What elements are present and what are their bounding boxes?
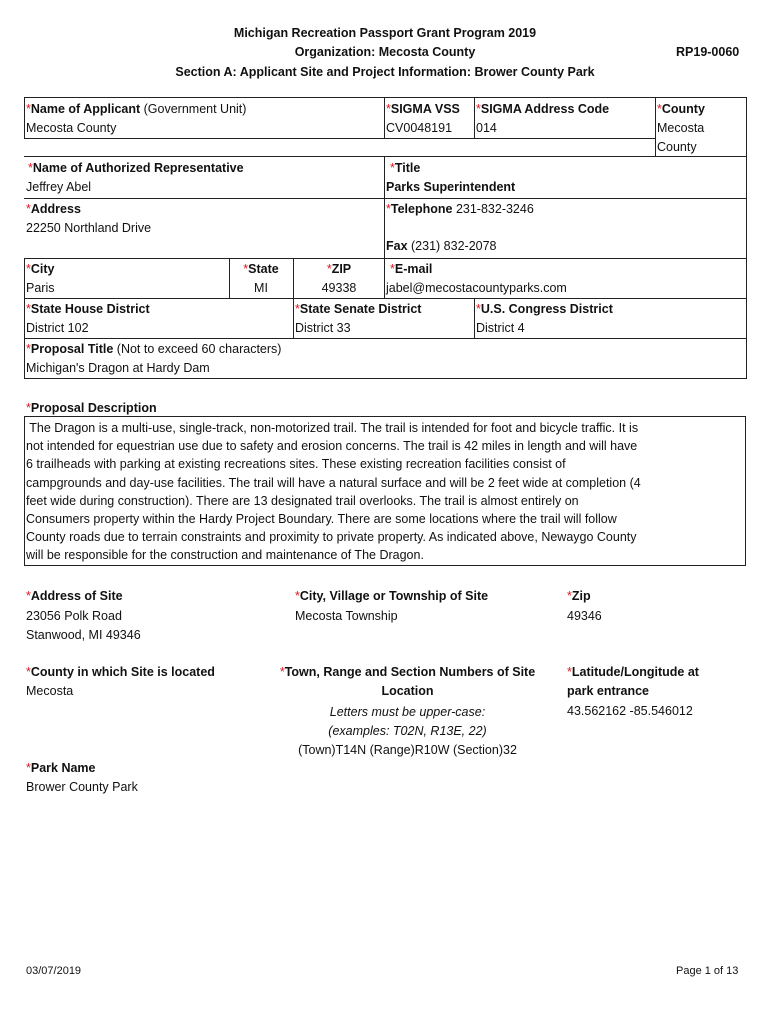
divider (474, 298, 475, 338)
sigma-address-code-label: *SIGMA Address Code (476, 102, 610, 116)
applicant-name-label: *Name of Applicant (Government Unit) (26, 102, 247, 116)
sigma-vss-label: *SIGMA VSS (386, 102, 460, 116)
sigma-address-code-value: 014 (476, 121, 497, 135)
footer-page-number: Page 1 of 13 (676, 965, 739, 977)
site-zip-label: *Zip (567, 589, 591, 603)
divider (24, 338, 747, 339)
latlon-label: *Latitude/Longitude at (567, 665, 699, 679)
divider (24, 97, 25, 138)
proposal-description-text (26, 419, 702, 565)
title-label: *Title (390, 161, 421, 175)
footer-date: 03/07/2019 (26, 965, 82, 977)
county-label: *County (657, 102, 705, 116)
divider (24, 378, 747, 379)
divider (384, 97, 385, 138)
congress-value: District 4 (476, 321, 525, 335)
divider (746, 156, 747, 379)
header-organization: Organization: Mecosta County (294, 45, 476, 59)
divider (24, 97, 747, 98)
park-name-label: *Park Name (26, 761, 96, 775)
header-section: Section A: Applicant Site and Project Information: Brower County Park (175, 65, 595, 79)
representative-name-label: *Name of Authorized Representative (28, 161, 244, 175)
state-senate-label: *State Senate District (295, 302, 422, 316)
trs-note-line2: (examples: T02N, R13E, 22) (328, 724, 487, 738)
divider (655, 97, 656, 157)
divider (24, 258, 747, 259)
proposal-title-label: *Proposal Title (Not to exceed 60 characters) (26, 342, 282, 356)
state-label: *State (243, 262, 279, 276)
email-value: jabel@mecostacountyparks.com (386, 281, 567, 295)
proposal-title-value: Michigan's Dragon at Hardy Dam (26, 361, 210, 375)
fax-field: Fax (231) 832-2078 (386, 239, 497, 253)
description-line: campgrounds and day-use facilities. The trail will have a natural surface and will be 2 feet wide at completion (4 (26, 475, 641, 490)
site-city-value: Mecosta Township (295, 609, 398, 623)
description-line: will be responsible for the construction and maintenance of The Dragon. (26, 548, 424, 563)
address-value: 22250 Northland Drive (26, 221, 152, 235)
divider (474, 97, 475, 138)
congress-label: *U.S. Congress District (476, 302, 613, 316)
trs-label: *Town, Range and Section Numbers of Site (279, 665, 536, 679)
telephone-field: *Telephone 231-832-3246 (386, 202, 534, 216)
divider (24, 156, 747, 157)
site-zip-value: 49346 (567, 609, 602, 623)
state-senate-value: District 33 (295, 321, 351, 335)
city-label: *City (26, 262, 55, 276)
zip-value: 49338 (321, 281, 357, 295)
divider (746, 97, 747, 157)
county-value: Mecosta (657, 121, 705, 135)
proposal-description-label: *Proposal Description (26, 401, 157, 415)
title-value: Parks Superintendent (386, 180, 516, 194)
park-name-value: Brower County Park (26, 780, 138, 794)
description-line: Consumers property within the Hardy Project Boundary. There are some locations where the trail will follow (26, 512, 617, 527)
site-address-line2: Stanwood, MI 49346 (26, 628, 141, 642)
trs-value: (Town)T14N (Range)R10W (Section)32 (298, 743, 517, 757)
site-county-label: *County in which Site is located (26, 665, 215, 679)
city-value: Paris (26, 281, 55, 295)
trs-label-line2: Location (381, 684, 434, 698)
divider (24, 138, 655, 139)
trs-note-line1: Letters must be upper-case: (329, 705, 486, 719)
address-label: *Address (26, 202, 81, 216)
latlon-value: 43.562162 -85.546012 (567, 704, 693, 718)
latlon-label-line2: park entrance (567, 684, 649, 698)
description-line: County roads due to terrain constraints and proximity to private property. As indicated above, Newaygo County (26, 530, 637, 545)
site-address-line1: 23056 Polk Road (26, 609, 122, 623)
applicant-name-value: Mecosta County (26, 121, 117, 135)
reference-number: RP19-0060 (676, 45, 740, 59)
description-line: 6 trailheads with parking at existing recreations sites. These existing recreation facilities consist of (26, 457, 566, 472)
site-city-label: *City, Village or Township of Site (295, 589, 489, 603)
description-line: The Dragon is a multi-use, single-track, non-motorized trail. The trail is intended for foot and bicycle traffic. It is (26, 421, 639, 435)
zip-label: *ZIP (326, 262, 352, 276)
state-value: MI (254, 281, 268, 295)
sigma-vss-value: CV0048191 (386, 121, 453, 135)
description-line: feet wide during construction). There are 13 designated trail overlooks. The trail is almost entirely on (26, 493, 579, 508)
site-county-value: Mecosta (26, 684, 74, 698)
site-address-label: *Address of Site (26, 589, 123, 603)
header-title: Michigan Recreation Passport Grant Program 2019 (233, 26, 537, 40)
state-house-value: District 102 (26, 321, 89, 335)
state-house-label: *State House District (26, 302, 150, 316)
divider (24, 298, 747, 299)
representative-name-value: Jeffrey Abel (26, 180, 92, 194)
description-line: not intended for equestrian use due to safety and erosion concerns. The trail is 42 miles in length and will have (26, 439, 638, 454)
divider (24, 258, 25, 379)
county-value-line2: County (657, 140, 697, 154)
email-label: *E-mail (390, 262, 433, 276)
divider (24, 198, 747, 199)
